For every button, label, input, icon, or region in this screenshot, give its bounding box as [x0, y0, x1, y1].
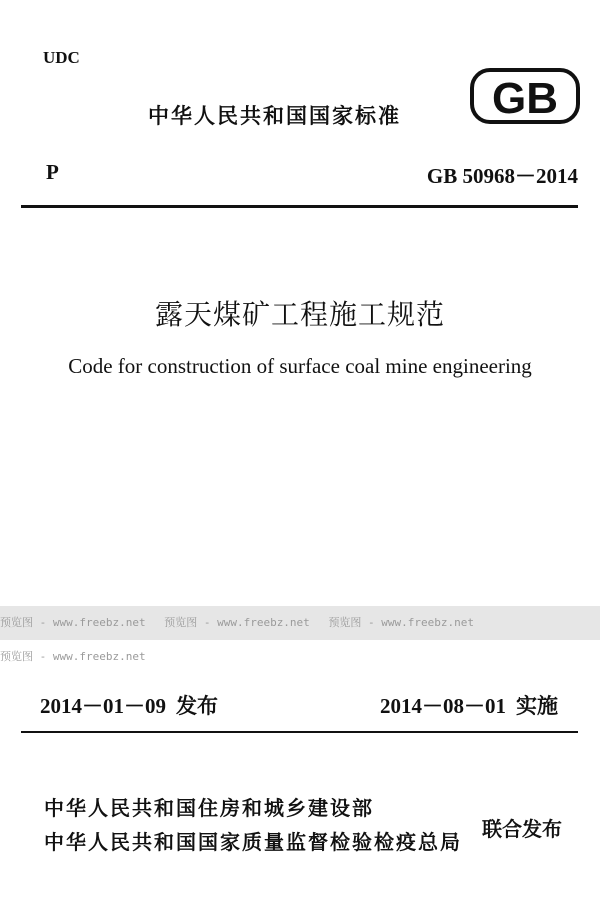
issuer-aqsiq: 中华人民共和国国家质量监督检验检疫总局	[44, 830, 462, 854]
watermark-band	[0, 606, 600, 663]
watermark-text: 预览图 - www.freebz.net	[164, 616, 310, 629]
issue-date	[40, 690, 218, 720]
standard-type: 中华人民共和国国家标准	[148, 103, 401, 128]
implement-date	[380, 690, 558, 720]
issuer-ministry-housing: 中华人民共和国住房和城乡建设部	[44, 796, 374, 820]
standard-number: GB 50968－2014	[426, 164, 578, 188]
header-rule	[21, 205, 578, 208]
implement-date-value: 2014－08－01	[380, 694, 506, 718]
gb-logo	[470, 68, 580, 124]
category-code: P	[46, 160, 59, 184]
udc-label: UDC	[43, 48, 80, 67]
title-chinese: 露天煤矿工程施工规范	[154, 298, 445, 331]
issue-date-label: 发布	[176, 693, 218, 718]
gb-logo-text: GB	[492, 74, 558, 123]
joint-issue-label: 联合发布	[482, 817, 562, 841]
implement-date-label: 实施	[516, 693, 558, 718]
footer-rule	[21, 731, 578, 733]
watermark-text: 预览图 - www.freebz.net	[328, 616, 475, 629]
title-english: Code for construction of surface coal mine engineering	[68, 354, 532, 378]
watermark-text: 预览图 - www.freebz.net	[0, 616, 146, 629]
issue-date-value: 2014－01－09	[40, 694, 166, 718]
watermark-text: 预览图 - www.freebz.net	[0, 650, 146, 663]
